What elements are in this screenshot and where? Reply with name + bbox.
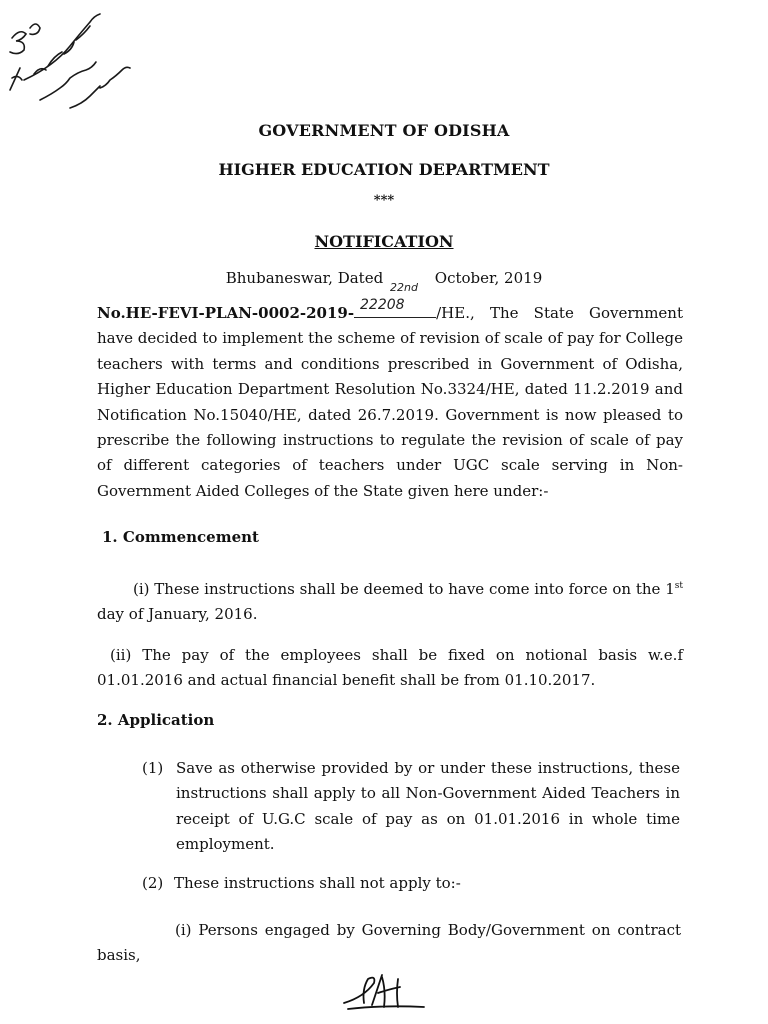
section-heading-application: 2. Application bbox=[97, 711, 215, 729]
application-item-1-number: (1) bbox=[142, 759, 164, 777]
ordinal-suffix: st bbox=[674, 581, 683, 591]
separator-stars: *** bbox=[373, 193, 395, 208]
commencement-item-1-text: (i) These instructions shall be deemed to have come into force on the 1 bbox=[133, 580, 675, 598]
dateline bbox=[0, 269, 768, 294]
svg-text:22208: 22208 bbox=[360, 297, 405, 313]
application-item-1: Save as otherwise provided by or under these instructions, these instructions shall apply to all Non-Government Aided Teachers in receipt of U.G.C scale of pay as on 01.01.2016 in whole time employment. bbox=[176, 759, 680, 854]
preamble-paragraph bbox=[97, 297, 683, 504]
handwritten-number-icon bbox=[358, 295, 432, 317]
section-heading-commencement: 1. Commencement bbox=[102, 528, 259, 546]
page-title: NOTIFICATION bbox=[314, 232, 454, 251]
application-item-2-number: (2) bbox=[142, 874, 164, 892]
handwritten-note-icon bbox=[0, 0, 160, 120]
reference-number: No.HE-FEVI-PLAN-0002-2019- bbox=[97, 304, 355, 322]
exclusion-item-1: (i) Persons engaged by Governing Body/Government on contract basis, bbox=[97, 921, 681, 965]
preamble-text: The State Government have decided to implement the scheme of revision of scale of pay for College teachers with terms and conditions prescribed in Government of Odisha, Higher Education Department Resolution No.3324/HE, dated 11.2.2019 and Notification No.15040/HE, dated 26.7.2019. Government is now pleased to prescribe the following instructions to regulate the revision of scale of pay of different categories of teachers under UGC scale serving in Non-Government Aided Colleges of the State given here under:- bbox=[97, 304, 683, 500]
commencement-item-1 bbox=[97, 574, 683, 628]
dateline-place: Bhubaneswar, Dated bbox=[225, 269, 384, 287]
signature bbox=[338, 965, 428, 1020]
signature-icon bbox=[338, 965, 428, 1020]
dateline-month-year: October, 2019 bbox=[434, 269, 543, 287]
commencement-item-2: (ii) The pay of the employees shall be fixed on notional basis w.e.f 01.01.2016 and actual financial benefit shall be from 01.10.2017. bbox=[97, 646, 683, 690]
department-heading: HIGHER EDUCATION DEPARTMENT bbox=[218, 160, 550, 179]
commencement-item-1-tail: day of January, 2016. bbox=[97, 605, 258, 624]
handwritten-day-icon bbox=[388, 269, 430, 297]
svg-text:22nd: 22nd bbox=[389, 281, 418, 294]
application-item-2: These instructions shall not apply to:- bbox=[174, 874, 461, 892]
handwritten-number bbox=[354, 297, 436, 318]
reference-suffix: /HE., bbox=[436, 304, 475, 322]
handwritten-annotation bbox=[0, 0, 160, 120]
government-heading: GOVERNMENT OF ODISHA bbox=[258, 121, 510, 140]
